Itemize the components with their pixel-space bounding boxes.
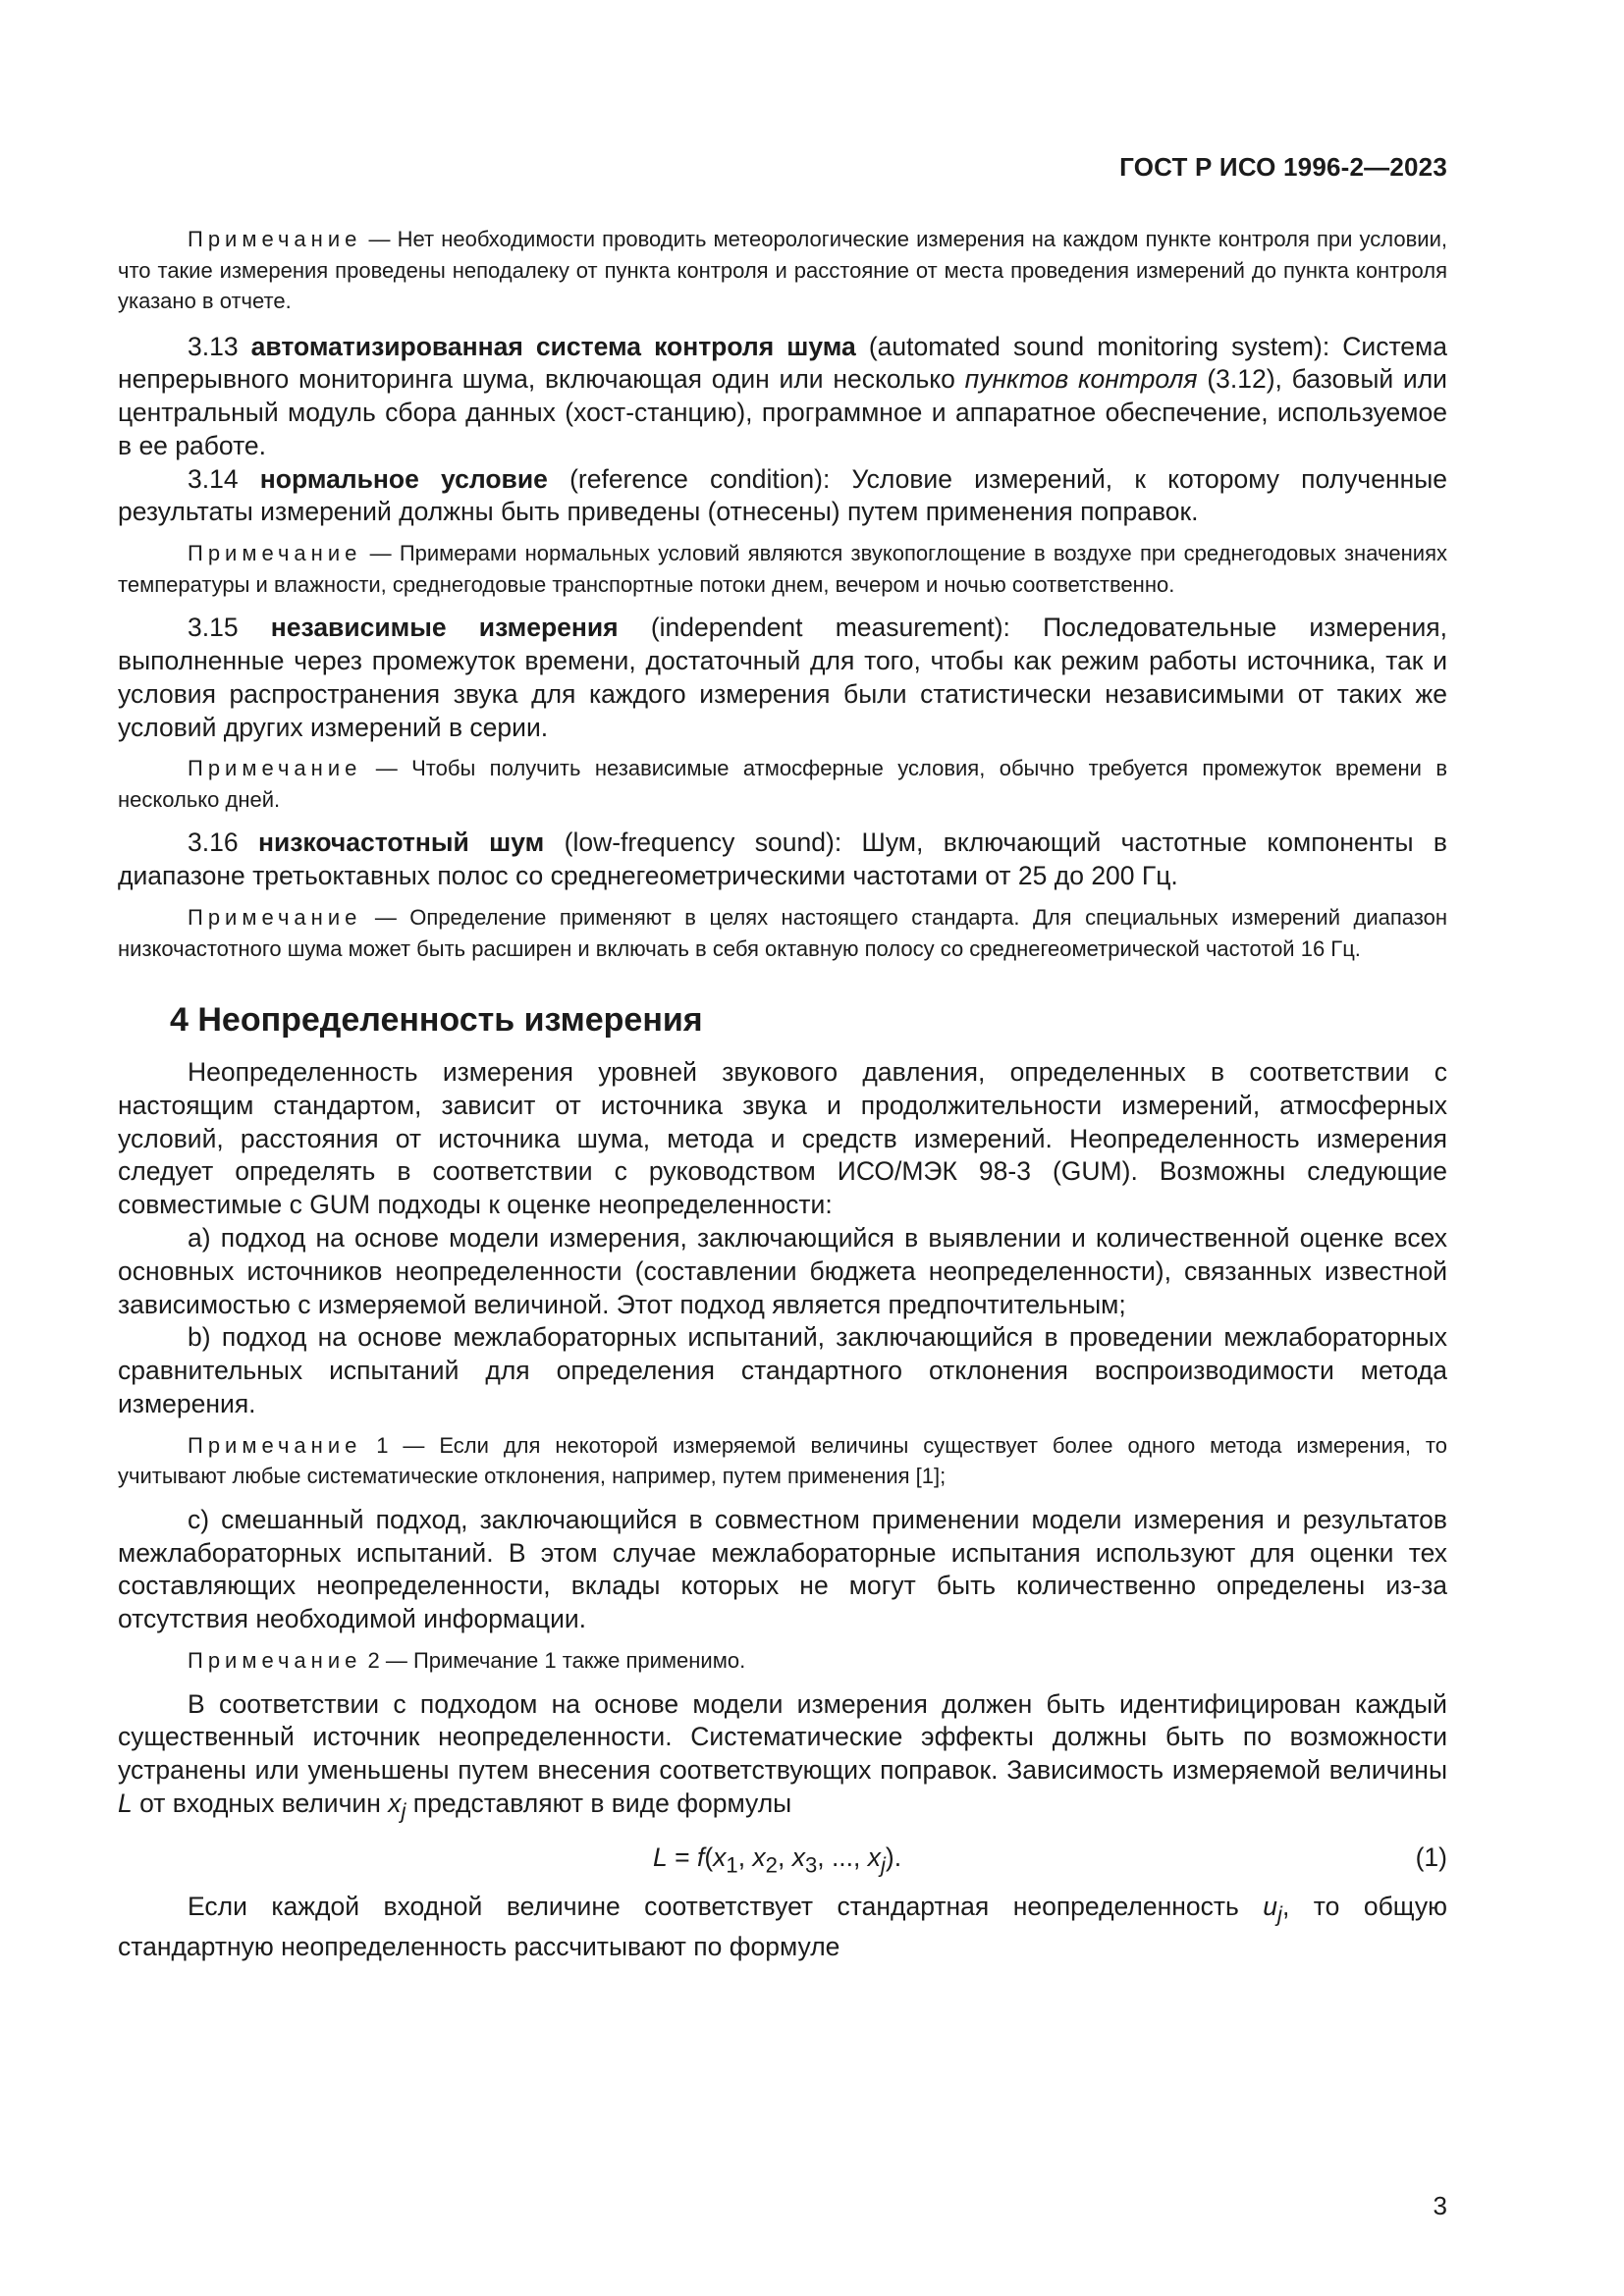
section-4-heading: 4 Неопределенность измерения — [170, 1001, 703, 1040]
note-label: Примечание — [188, 905, 362, 931]
note-text: Нет необходимости проводить метеорологические измерения на каждом пункте контроля при условии, что такие измерения проведены неподалеку от пункта контроля и расстояние от места проведения измерений до пункта контроля указано в отчете. — [118, 227, 1447, 313]
formula-1 — [118, 1842, 1447, 1878]
note-text: Чтобы получить независимые атмосферные условия, обычно требуется промежуток времени в несколько дней. — [118, 756, 1448, 812]
term-title: низкочастотный шум — [257, 828, 545, 858]
note-3-12: Примечание — Нет необходимости проводить метеорологические измерения на каждом пункте контроля при условии, что такие измерения проведены неподалеку от пункта контроля и расстояние от места проведения измерений до пункта контроля указано в отчете. — [118, 227, 1447, 313]
document-header-id: ГОСТ Р ИСО 1996-2—2023 — [1119, 152, 1447, 182]
note-text: Если для некоторой измеряемой величины существует более одного метода измерения, то учитывают любые систематические отклонения, например, путем применения [1]; — [118, 1432, 1447, 1489]
term-3-14: 3.14 нормальное условие (reference condition): Условие измерений, к которому полученные результаты измерений должны быть приведены (отнесены) путем применения поправок. — [118, 463, 1447, 527]
approach-b: b) подход на основе межлабораторных испытаний, заключающийся в проведении межлабораторных сравнительных испытаний для определения стандартного отклонения воспроизводимости метода измерения. — [118, 1322, 1447, 1419]
formula-expression: $L = f(x_1$, $x_2$, $x_3$, ..., $x_j$). — [653, 1842, 902, 1878]
note-1: Примечание 1 — Если для некоторой измеряемой величины существует более одного метода измерения, то учитывают любые систематические отклонения, например, путем применения [1]; — [118, 1432, 1447, 1489]
term-reference: пунктов контроля — [964, 364, 1198, 395]
note-number: 2 — [361, 1648, 380, 1674]
term-title: нормальное условие — [259, 463, 548, 494]
note-2: Примечание 2 — Примечание 1 также применимо. — [188, 1648, 746, 1674]
note-label: Примечание — [188, 227, 362, 251]
term-3-16: 3.16 низкочастотный шум (low-frequency sound): Шум, включающий частотные компоненты в диапазоне третьоктавных полос со среднегеометрическими частотами от 25 до 200 Гц. — [118, 828, 1447, 891]
note-label: Примечание — [188, 541, 362, 566]
formula-number: (1) — [1415, 1842, 1447, 1872]
note-3-16: Примечание — Определение применяют в целях настоящего стандарта. Для специальных измерений диапазон низкочастотного шума может быть расширен и включать в себя октавную полосу со среднегеометрической частотой 16 Гц. — [118, 905, 1447, 961]
term-title: автоматизированная система контроля шума — [250, 331, 856, 361]
approach-a: a) подход на основе модели измерения, заключающийся в выявлении и количественной оценке всех основных источников неопределенности (составлении бюджета неопределенности), связанных известной зависимостью с измеряемой величиной. Этот подход является предпочтительным; — [118, 1223, 1447, 1319]
note-3-15: Примечание — Чтобы получить независимые атмосферные условия, обычно требуется промежуток времени в несколько дней. — [118, 756, 1448, 812]
note-label: Примечание — [188, 1432, 362, 1458]
approach-c: c) смешанный подход, заключающийся в совместном применении модели измерения и результатов межлабораторных испытаний. В этом случае межлабораторные испытания используют для оценки тех составляющих неопределенности, вклады которых не могут быть количественно определены из-за отсутствия необходимой информации. — [118, 1504, 1447, 1634]
page-number: 3 — [1433, 2191, 1447, 2220]
note-label: Примечание — [188, 756, 362, 781]
uncertainty-paragraph: Если каждой входной величине соответствует стандартная неопределенность $u_j$, то общую стандартную неопределенность рассчитывают по формуле — [118, 1892, 1447, 1962]
term-3-15: 3.15 независимые измерения (independent measurement): Последовательные измерения, выполненные через промежуток времени, достаточный для того, чтобы как режим работы источника, так и условия распространения звука для каждого измерения были статистически независимыми от таких же условий других измерений в серии. — [118, 613, 1447, 742]
note-text: Примечание 1 также применимо. — [412, 1648, 746, 1674]
term-title: независимые измерения — [270, 613, 619, 643]
note-number: 1 — [361, 1432, 389, 1458]
note-text: Примерами нормальных условий являются звукопоглощение в воздухе при среднегодовых значениях температуры и влажности, среднегодовые транспортные потоки днем, вечером и ночью соответственно. — [118, 541, 1447, 597]
note-label: Примечание — [188, 1648, 362, 1674]
model-paragraph: В соответствии с подходом на основе модели измерения должен быть идентифицирован каждый существенный источник неопределенности. Систематические эффекты должны быть по возможности устранены или уменьшены путем внесения соответствующих поправок. Зависимость измеряемой величины L от входных величин $x_j$ представляют в виде формулы — [118, 1688, 1447, 1824]
note-3-14: Примечание — Примерами нормальных условий являются звукопоглощение в воздухе при среднегодовых значениях температуры и влажности, среднегодовые транспортные потоки днем, вечером и ночью соответственно. — [118, 541, 1447, 597]
page-content — [118, 224, 1447, 1964]
note-text: Определение применяют в целях настоящего стандарта. Для специальных измерений диапазон низкочастотного шума может быть расширен и включать в себя октавную полосу со среднегеометрической частотой 16 Гц. — [118, 905, 1447, 961]
term-3-13: 3.13 автоматизированная система контроля шума (automated sound monitoring system): Система непрерывного мониторинга шума, включающая один или несколько пунктов контроля (3.12), базовый или центральный модуль сбора данных (хост-станцию), программное и аппаратное обеспечение, используемое в ее работе. — [118, 331, 1447, 460]
section-4-intro: Неопределенность измерения уровней звукового давления, определенных в соответствии с настоящим стандартом, зависит от источника звука и продолжительности измерений, атмосферных условий, расстояния от источника шума, метода и средств измерений. Неопределенность измерения следует определять в соответствии с руководством ИСО/МЭК 98-3 (GUM). Возможны следующие совместимые с GUM подходы к оценке неопределенности: — [118, 1057, 1447, 1220]
